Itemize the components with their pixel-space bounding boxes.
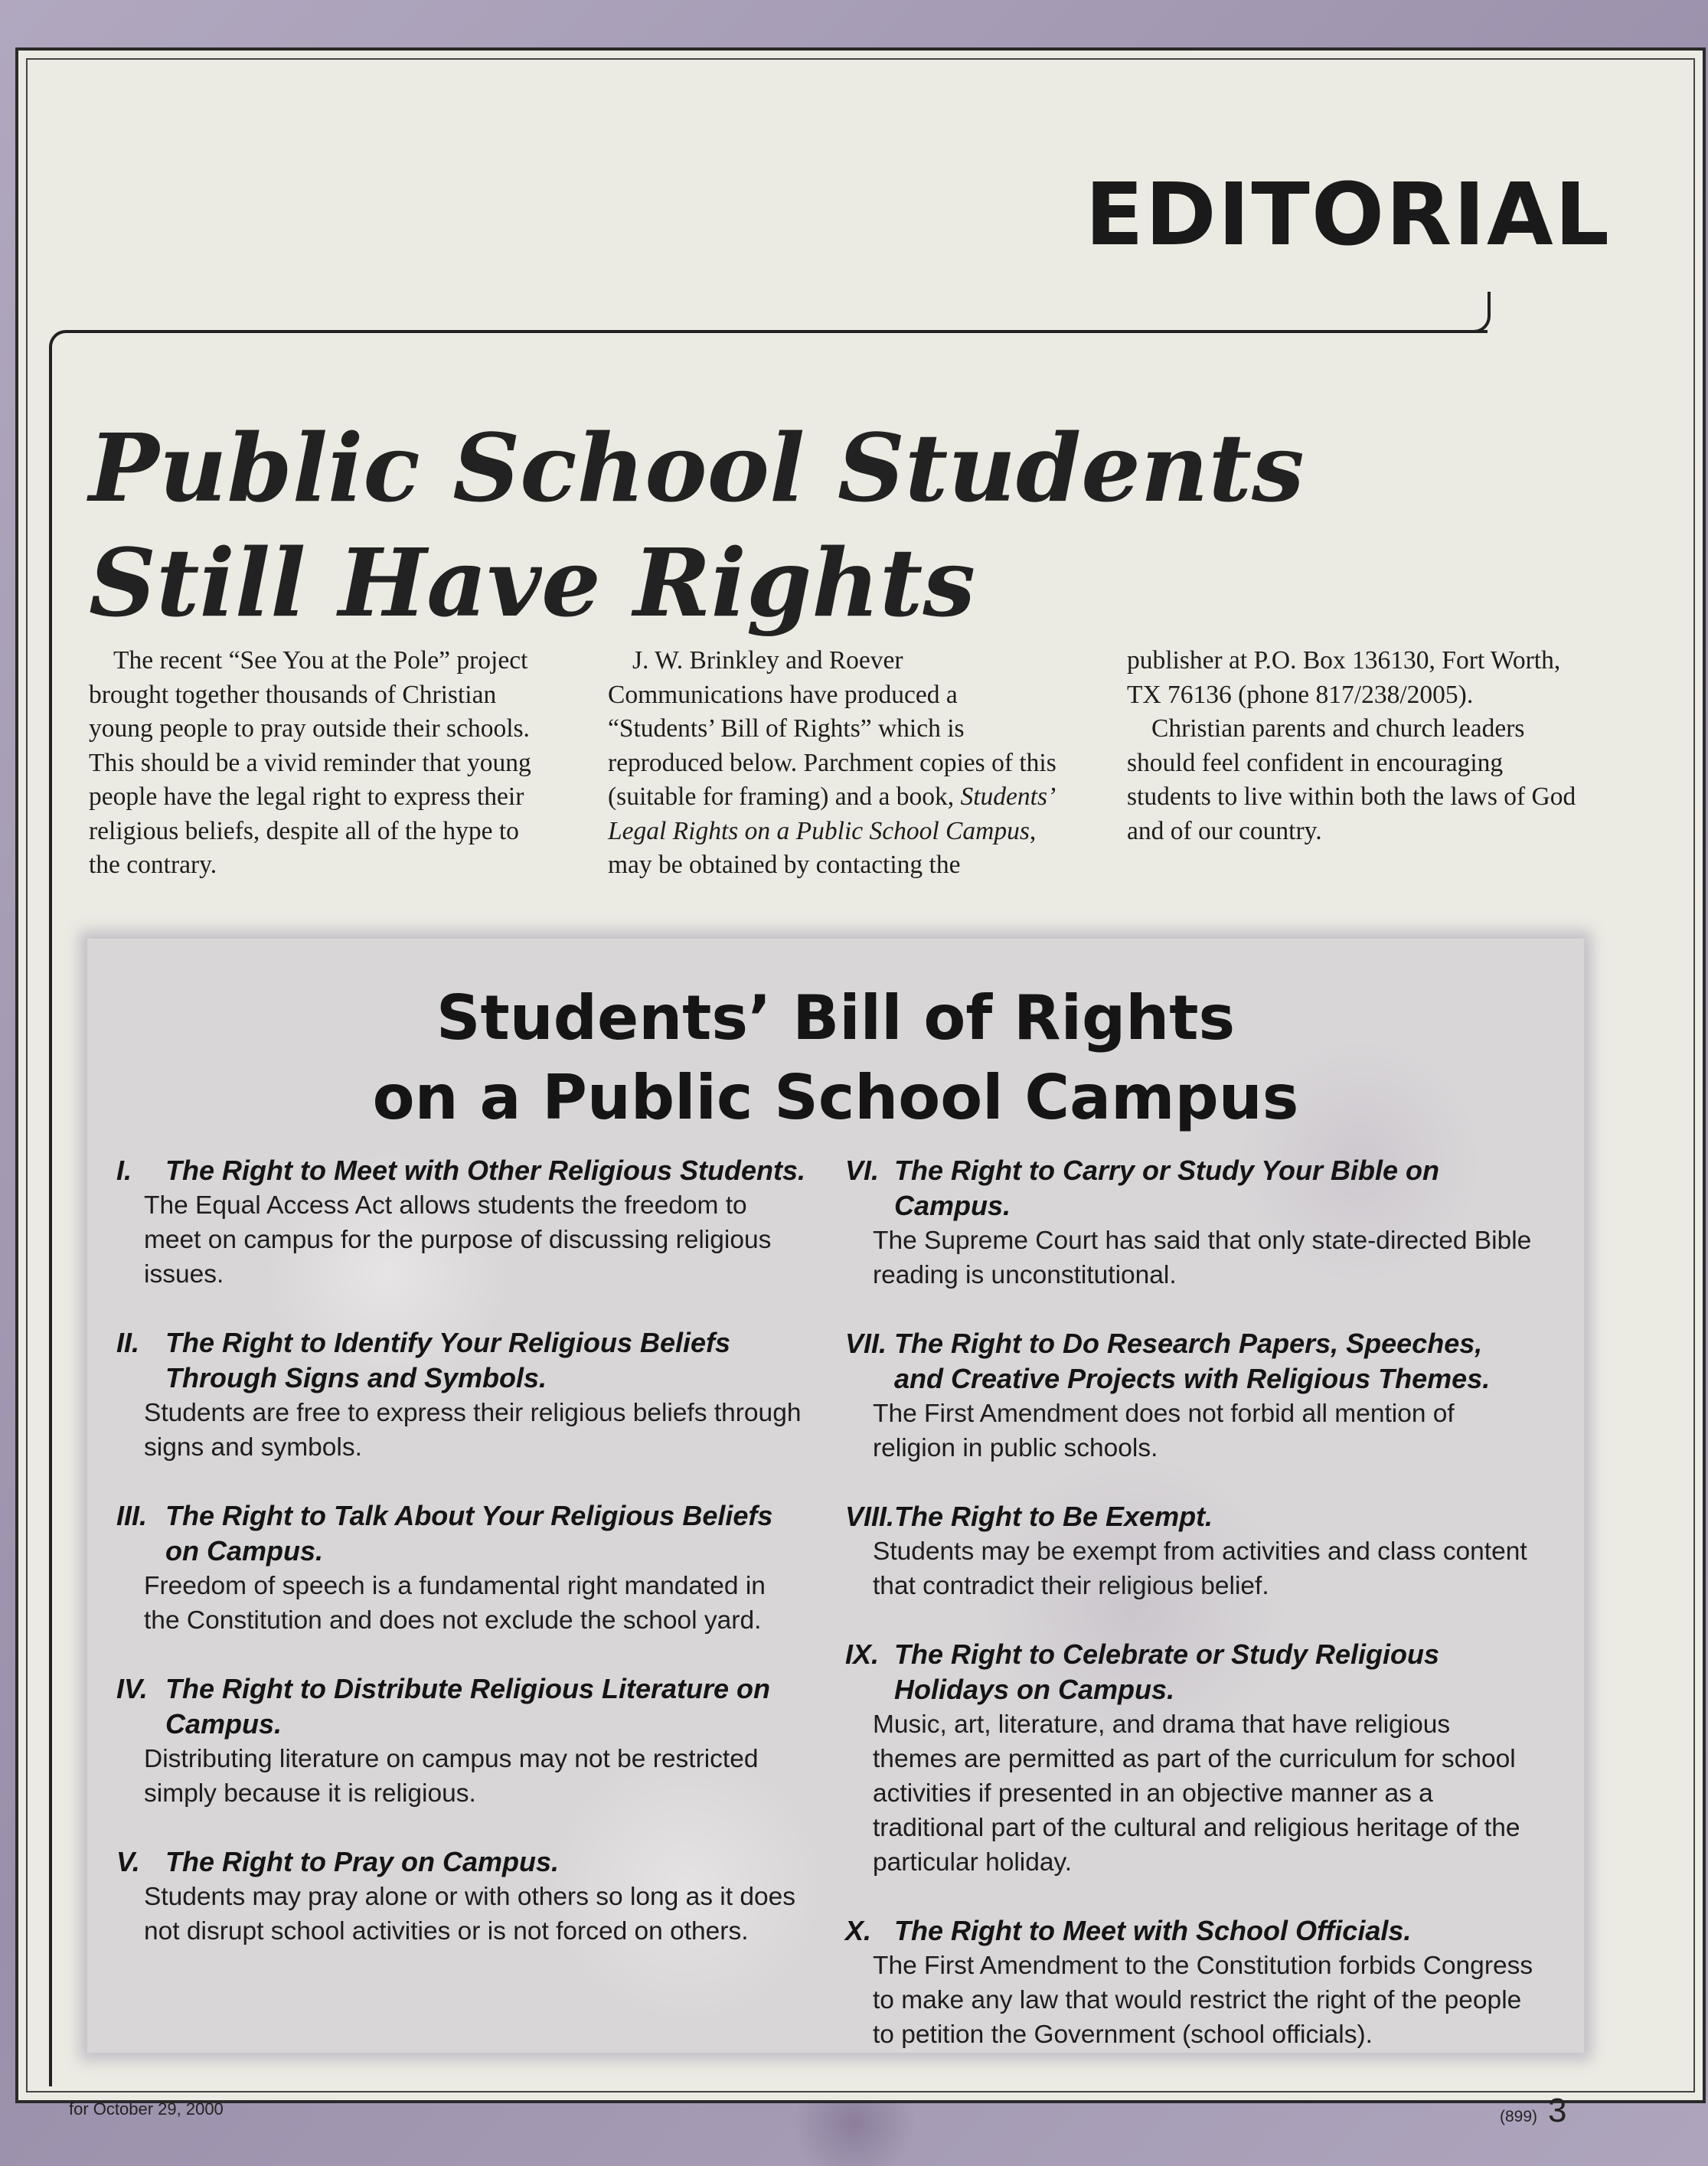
right-numeral: VIII. (845, 1501, 895, 1532)
right-item (116, 1844, 805, 1949)
intro-text: , may be obtained by contacting the (608, 816, 1037, 879)
right-numeral: X. (845, 1915, 872, 1946)
right-title: The Right to Identify Your Religious Beliefs Through Signs and Symbols. (165, 1327, 731, 1393)
page-number: 3 (1548, 2092, 1567, 2129)
bill-of-rights-box (87, 939, 1584, 2053)
right-title: The Right to Pray on Campus. (165, 1846, 560, 1877)
right-item (116, 1671, 805, 1811)
bill-title (87, 978, 1584, 1138)
rights-column-left (116, 1153, 805, 1982)
headline-line-1: Public School Students (89, 413, 1305, 523)
intro-paragraph: The recent “See You at the Pole” project brought together thousands of Christian young people to pray outside their schools. This should be a vivid reminder that young people have the legal right to express their religious beliefs, despite all of the hype to the contrary. (89, 646, 531, 879)
right-title: The Right to Carry or Study Your Bible on Campus. (894, 1155, 1440, 1221)
right-title: The Right to Meet with Other Religious Students. (165, 1155, 805, 1186)
right-body: Freedom of speech is a fundamental right mandated in the Constitution and does not exclude the school yard. (144, 1572, 766, 1635)
footer-code: (899) (1500, 2108, 1538, 2125)
intro-paragraph-continued: publisher at P.O. Box 136130, Fort Worth, TX 76136 (phone 817/238/2005). (1127, 646, 1561, 709)
section-label: EDITORIAL (1085, 165, 1611, 265)
footer-page-info (1500, 2092, 1567, 2130)
right-body: Students may be exempt from activities and class content that contradict their religious belief. (873, 1537, 1527, 1600)
right-numeral: IX. (845, 1638, 880, 1670)
rights-column-right (845, 1153, 1534, 2086)
right-body: The Supreme Court has said that only state-directed Bible reading is unconstitutional. (873, 1227, 1532, 1289)
intro-column-3 (1127, 644, 1582, 848)
right-numeral: II. (116, 1327, 140, 1358)
right-body: Music, art, literature, and drama that have religious themes are permitted as part of the curriculum for school activities if presented in an objective manner as a traditional part of the cultural and religious heritage of the particular holiday. (873, 1710, 1520, 1877)
right-numeral: IV. (116, 1673, 148, 1704)
intro-paragraph: Christian parents and church leaders should feel confident in encouraging students to live within both the laws of God and of our country. (1127, 714, 1576, 845)
right-body: The Equal Access Act allows students the freedom to meet on campus for the purpose of discussing religious issues. (144, 1191, 772, 1289)
right-item (116, 1153, 805, 1292)
right-body: The First Amendment does not forbid all mention of religion in public schools. (873, 1400, 1455, 1462)
magazine-page (15, 47, 1706, 2129)
right-item (845, 1637, 1534, 1880)
right-body: Distributing literature on campus may not be restricted simply because it is religious. (144, 1745, 759, 1808)
right-numeral: V. (116, 1846, 140, 1877)
right-item (845, 1326, 1534, 1465)
intro-column-1 (89, 644, 544, 883)
right-numeral: VI. (845, 1155, 880, 1186)
right-body: Students are free to express their religious beliefs through signs and symbols. (144, 1399, 802, 1462)
right-body: Students may pray alone or with others so long as it does not disrupt school activities or is not forced on others. (144, 1883, 795, 1945)
headline (89, 410, 1467, 640)
footer-date: for October 29, 2000 (69, 2099, 224, 2119)
right-item (116, 1325, 805, 1465)
right-numeral: VII. (845, 1328, 887, 1359)
intro-paragraph (608, 644, 1063, 883)
right-item (116, 1498, 805, 1638)
right-title: The Right to Do Research Papers, Speeches, and Creative Projects with Religious Themes. (894, 1328, 1491, 1394)
right-title: The Right to Meet with School Officials. (894, 1915, 1412, 1946)
right-numeral: III. (116, 1500, 148, 1531)
bill-title-line-2: on a Public School Campus (372, 1062, 1299, 1133)
intro-text: J. W. Brinkley and Roever Communications have produced a “Students’ Bill of Rights” which is reproduced below. Parchment copies of this (suitable for framing) and a book, (608, 646, 1056, 811)
intro-column-2 (608, 644, 1063, 883)
right-body: The First Amendment to the Constitution forbids Congress to make any law that would restrict the right of the people to petition the Government (school officials). (873, 1952, 1533, 2049)
right-item (845, 1499, 1534, 1603)
bill-title-line-1: Students’ Bill of Rights (436, 982, 1236, 1054)
right-item (845, 1913, 1534, 2052)
right-title: The Right to Distribute Religious Literature on Campus. (165, 1673, 771, 1740)
right-title: The Right to Celebrate or Study Religious Holidays on Campus. (894, 1638, 1440, 1705)
right-title: The Right to Be Exempt. (894, 1501, 1213, 1532)
headline-line-2: Still Have Rights (89, 528, 976, 638)
right-title: The Right to Talk About Your Religious Beliefs on Campus. (165, 1500, 773, 1567)
right-item (845, 1153, 1534, 1292)
book-title: Students’ Legal Rights on a Public School Campus (608, 782, 1053, 845)
right-numeral: I. (116, 1155, 132, 1186)
